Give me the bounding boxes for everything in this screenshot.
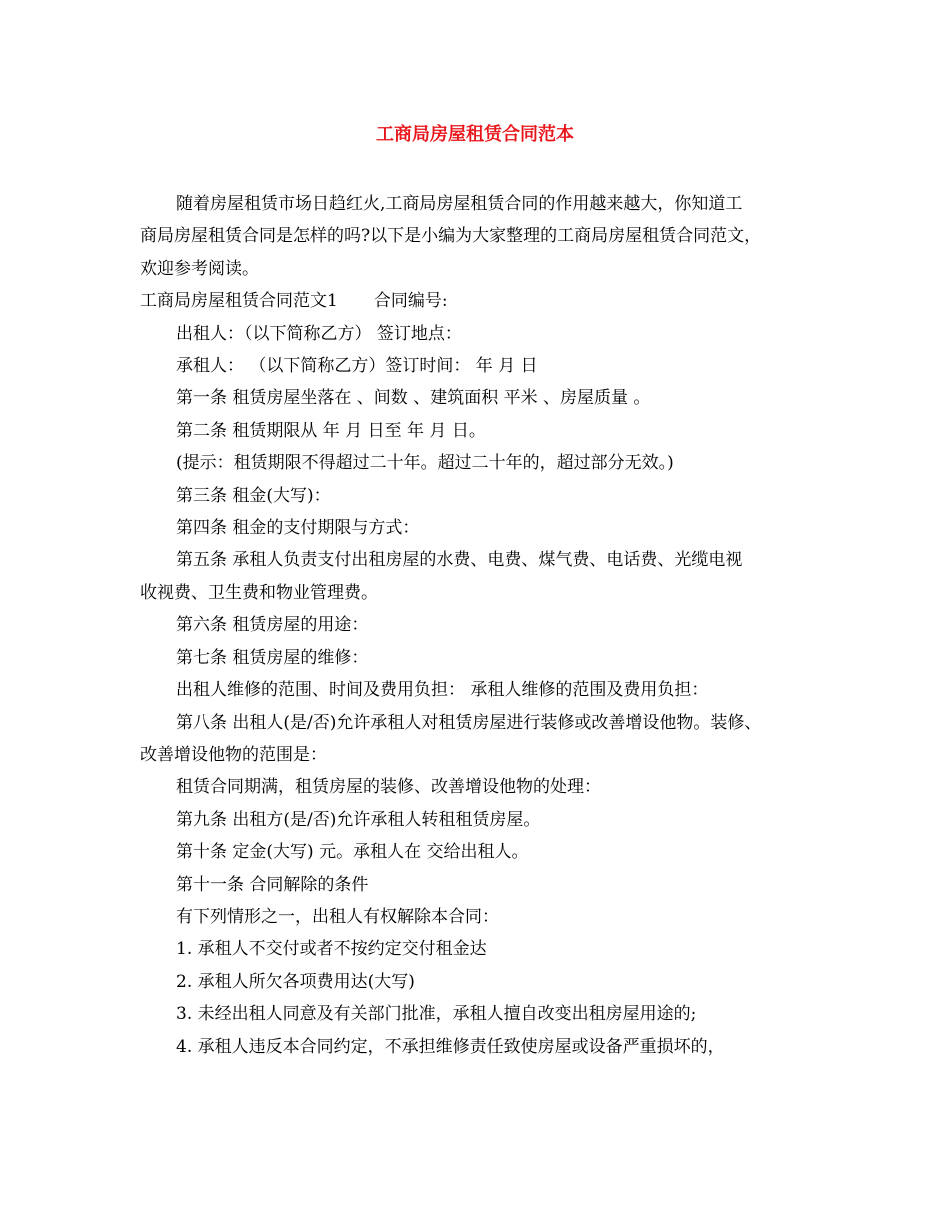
paragraph-line: 第三条 租金(大写)：: [176, 485, 331, 506]
paragraph-line: 有下列情形之一，出租人有权解除本合同：: [176, 906, 499, 927]
sample-heading: 工商局房屋租赁合同范文1: [140, 291, 338, 312]
paragraph-line: 改善增设他物的范围是：: [140, 744, 327, 765]
paragraph-line: 商局房屋租赁合同是怎样的吗?以下是小编为大家整理的工商局房屋租赁合同范文，: [140, 226, 762, 247]
list-item: 2. 承租人所欠各项费用达(大写): [176, 971, 415, 992]
document-body: [140, 188, 830, 1063]
paragraph-line: 收视费、卫生费和物业管理费。: [140, 582, 378, 603]
paragraph-line: 出租人维修的范围、时间及费用负担： 承租人维修的范围及费用负担：: [176, 680, 709, 701]
paragraph-line: 第二条 租赁期限从 年 月 日至 年 月 日。: [176, 420, 486, 441]
paragraph-line: 第六条 租赁房屋的用途：: [176, 615, 369, 636]
paragraph-line: 第四条 租金的支付期限与方式：: [176, 518, 420, 539]
paragraph-line: 第七条 租赁房屋的维修：: [176, 647, 369, 668]
paragraph-line: 第九条 出租方(是/否)允许承租人转租租赁房屋。: [176, 809, 541, 830]
contract-number-label: 合同编号:: [373, 291, 448, 312]
paragraph-line: 随着房屋租赁市场日趋红火,工商局房屋租赁合同的作用越来越大，你知道工: [176, 194, 743, 214]
paragraph-line: 第一条 租赁房屋坐落在 、间数 、建筑面积 平米 、房屋质量 。: [176, 388, 651, 409]
section-heading-line: [140, 285, 830, 317]
paragraph-line: 第八条 出租人(是/否)允许承租人对租赁房屋进行装修或改善增设他物。装修、: [176, 712, 762, 733]
paragraph-line: 第五条 承租人负责支付出租房屋的水费、电费、煤气费、电话费、光缆电视: [176, 550, 743, 571]
list-item: 3. 未经出租人同意及有关部门批准，承租人擅自改变出租房屋用途的;: [176, 1004, 697, 1025]
paragraph-line: 欢迎参考阅读。: [140, 258, 259, 279]
paragraph-line: 承租人： （以下简称乙方）签订时间： 年 月 日: [176, 356, 538, 377]
paragraph-line: (提示：租赁期限不得超过二十年。超过二十年的，超过部分无效。): [176, 453, 674, 474]
list-item: 1. 承租人不交付或者不按约定交付租金达: [176, 939, 487, 960]
list-item: 4. 承租人违反本合同约定，不承担维修责任致使房屋或设备严重损坏的，: [176, 1036, 725, 1057]
paragraph-line: 出租人：（以下简称乙方） 签订地点：: [176, 323, 462, 344]
paragraph-line: 第十条 定金(大写) 元。承租人在 交给出租人。: [176, 842, 529, 863]
paragraph-line: 第十一条 合同解除的条件: [176, 874, 369, 895]
document-title: 工商局房屋租赁合同范本: [376, 124, 574, 145]
paragraph-line: 租赁合同期满，租赁房屋的装修、改善增设他物的处理：: [176, 777, 601, 798]
